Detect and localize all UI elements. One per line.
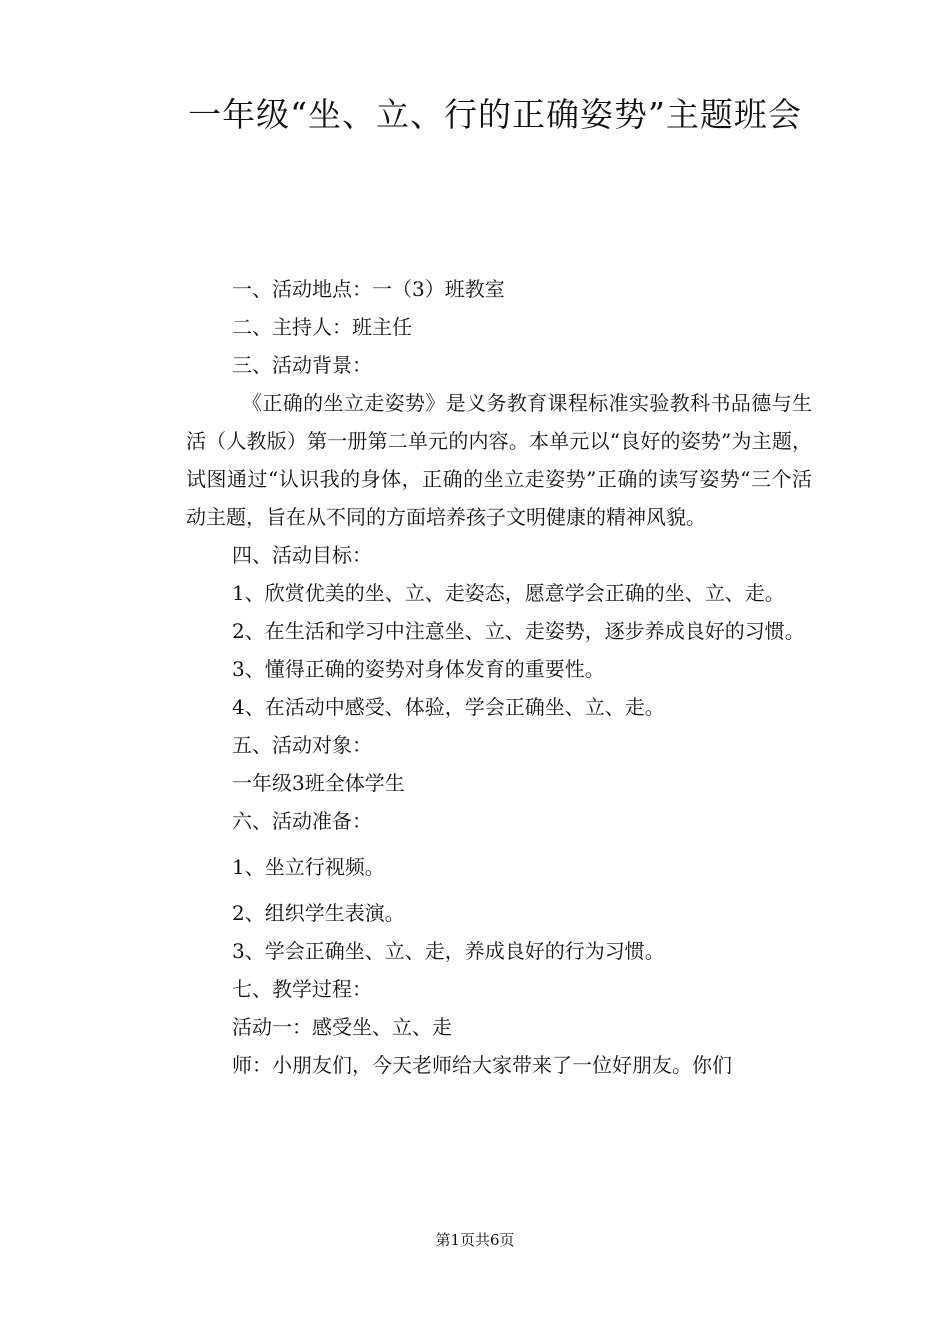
- host: 二、主持人：班主任: [232, 315, 412, 339]
- prep-item-1: 1、坐立行视频。: [232, 855, 385, 879]
- goal-item-2: 2、在生活和学习中注意坐、立、走姿势，逐步养成良好的习惯。: [232, 619, 805, 643]
- target-heading: 五、活动对象：: [232, 733, 372, 757]
- process-heading: 七、教学过程：: [232, 977, 372, 1001]
- background-heading: 三、活动背景：: [232, 353, 372, 377]
- target-audience: 一年级3班全体学生: [232, 771, 405, 795]
- goal-item-4: 4、在活动中感受、体验，学会正确坐、立、走。: [232, 695, 665, 719]
- page-footer: 第1页共6页: [435, 1231, 515, 1249]
- goal-item-3: 3、懂得正确的姿势对身体发育的重要性。: [232, 657, 605, 681]
- document-title: 一年级“坐、立、行的正确姿势”主题班会: [188, 95, 802, 134]
- activity-location: 一、活动地点：一（3）班教室: [232, 277, 505, 301]
- preparation-heading: 六、活动准备：: [232, 809, 372, 833]
- goals-heading: 四、活动目标：: [232, 543, 372, 567]
- activity-one-heading: 活动一：感受坐、立、走: [232, 1015, 452, 1039]
- goal-item-1: 1、欣赏优美的坐、立、走姿态，愿意学会正确的坐、立、走。: [232, 581, 785, 605]
- document-body: [186, 270, 812, 1084]
- background-paragraph: 《正确的坐立走姿势》是义务教育课程标准实验教科书品德与生活（人教版）第一册第二单元的内容。本单元以“良好的姿势”为主题，试图通过“认识我的身体，正确的坐立走姿势”正确的读写姿势“三个活动主题，旨在从不同的方面培养孩子文明健康的精神风貌。: [186, 391, 812, 529]
- prep-item-3: 3、学会正确坐、立、走，养成良好的行为习惯。: [232, 939, 665, 963]
- teacher-dialogue: 师：小朋友们，今天老师给大家带来了一位好朋友。你们: [232, 1053, 732, 1077]
- prep-item-2: 2、组织学生表演。: [232, 901, 405, 925]
